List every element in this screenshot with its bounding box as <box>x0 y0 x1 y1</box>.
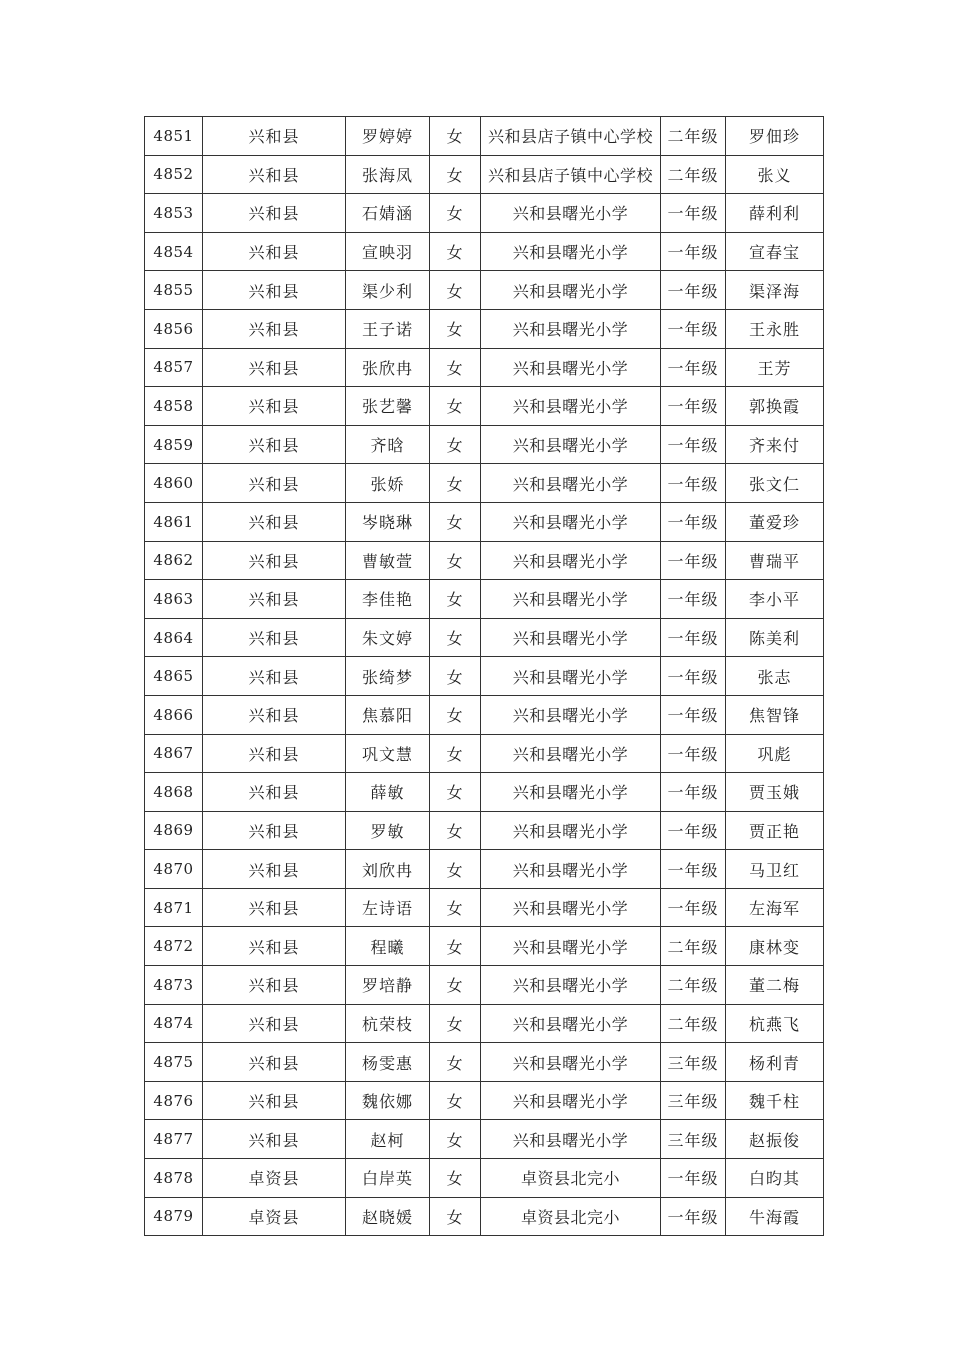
table-row <box>145 155 824 194</box>
cell-grade: 一年级 <box>661 580 726 619</box>
cell-student-name: 巩文慧 <box>346 734 430 773</box>
cell-guardian: 李小平 <box>726 580 824 619</box>
cell-number: 4875 <box>145 1043 203 1082</box>
cell-guardian: 巩彪 <box>726 734 824 773</box>
cell-guardian: 齐来付 <box>726 425 824 464</box>
cell-number: 4855 <box>145 271 203 310</box>
cell-number: 4856 <box>145 309 203 348</box>
cell-guardian: 焦智锋 <box>726 695 824 734</box>
roster-body <box>145 117 824 1236</box>
cell-guardian: 贾玉娥 <box>726 773 824 812</box>
cell-student-name: 左诗语 <box>346 888 430 927</box>
cell-number: 4869 <box>145 811 203 850</box>
table-row <box>145 734 824 773</box>
cell-grade: 一年级 <box>661 811 726 850</box>
cell-school: 兴和县曙光小学 <box>481 657 661 696</box>
cell-grade: 一年级 <box>661 1197 726 1236</box>
cell-gender: 女 <box>430 1043 481 1082</box>
cell-school: 兴和县曙光小学 <box>481 348 661 387</box>
cell-school: 兴和县曙光小学 <box>481 541 661 580</box>
cell-number: 4858 <box>145 387 203 426</box>
cell-county: 兴和县 <box>203 850 346 889</box>
cell-county: 兴和县 <box>203 1081 346 1120</box>
table-row <box>145 1197 824 1236</box>
cell-county: 兴和县 <box>203 1043 346 1082</box>
cell-school: 兴和县曙光小学 <box>481 927 661 966</box>
cell-school: 兴和县曙光小学 <box>481 502 661 541</box>
cell-gender: 女 <box>430 695 481 734</box>
cell-guardian: 杭燕飞 <box>726 1004 824 1043</box>
cell-student-name: 曹敏萱 <box>346 541 430 580</box>
cell-county: 兴和县 <box>203 888 346 927</box>
cell-county: 兴和县 <box>203 541 346 580</box>
cell-gender: 女 <box>430 1120 481 1159</box>
cell-gender: 女 <box>430 1004 481 1043</box>
cell-county: 兴和县 <box>203 271 346 310</box>
table-row <box>145 580 824 619</box>
cell-student-name: 张艺馨 <box>346 387 430 426</box>
cell-guardian: 郭换霞 <box>726 387 824 426</box>
cell-county: 兴和县 <box>203 966 346 1005</box>
cell-grade: 一年级 <box>661 464 726 503</box>
table-row <box>145 888 824 927</box>
cell-grade: 一年级 <box>661 618 726 657</box>
cell-gender: 女 <box>430 271 481 310</box>
cell-school: 兴和县曙光小学 <box>481 387 661 426</box>
roster-table <box>144 116 824 1236</box>
cell-county: 兴和县 <box>203 387 346 426</box>
cell-gender: 女 <box>430 580 481 619</box>
cell-school: 兴和县曙光小学 <box>481 811 661 850</box>
cell-grade: 一年级 <box>661 232 726 271</box>
cell-gender: 女 <box>430 1197 481 1236</box>
cell-school: 兴和县曙光小学 <box>481 194 661 233</box>
cell-student-name: 朱文婷 <box>346 618 430 657</box>
cell-county: 兴和县 <box>203 580 346 619</box>
cell-grade: 一年级 <box>661 657 726 696</box>
table-row <box>145 309 824 348</box>
cell-county: 兴和县 <box>203 155 346 194</box>
cell-gender: 女 <box>430 502 481 541</box>
cell-number: 4851 <box>145 117 203 156</box>
cell-grade: 一年级 <box>661 502 726 541</box>
cell-school: 兴和县店子镇中心学校 <box>481 155 661 194</box>
table-row <box>145 387 824 426</box>
cell-grade: 一年级 <box>661 1159 726 1198</box>
cell-number: 4878 <box>145 1159 203 1198</box>
table-row <box>145 618 824 657</box>
cell-guardian: 牛海霞 <box>726 1197 824 1236</box>
table-row <box>145 1159 824 1198</box>
cell-grade: 一年级 <box>661 734 726 773</box>
cell-school: 兴和县曙光小学 <box>481 464 661 503</box>
cell-school: 兴和县曙光小学 <box>481 271 661 310</box>
cell-grade: 三年级 <box>661 1120 726 1159</box>
cell-student-name: 岑晓琳 <box>346 502 430 541</box>
cell-county: 兴和县 <box>203 425 346 464</box>
cell-student-name: 魏依娜 <box>346 1081 430 1120</box>
cell-grade: 二年级 <box>661 1004 726 1043</box>
table-row <box>145 1043 824 1082</box>
cell-school: 兴和县曙光小学 <box>481 1043 661 1082</box>
cell-student-name: 张海凤 <box>346 155 430 194</box>
cell-school: 兴和县曙光小学 <box>481 309 661 348</box>
cell-number: 4868 <box>145 773 203 812</box>
cell-county: 兴和县 <box>203 695 346 734</box>
cell-gender: 女 <box>430 387 481 426</box>
cell-student-name: 张娇 <box>346 464 430 503</box>
table-row <box>145 1004 824 1043</box>
cell-number: 4871 <box>145 888 203 927</box>
cell-school: 兴和县曙光小学 <box>481 888 661 927</box>
cell-number: 4863 <box>145 580 203 619</box>
cell-gender: 女 <box>430 232 481 271</box>
cell-county: 兴和县 <box>203 502 346 541</box>
cell-grade: 一年级 <box>661 888 726 927</box>
cell-gender: 女 <box>430 888 481 927</box>
table-row <box>145 966 824 1005</box>
cell-number: 4873 <box>145 966 203 1005</box>
cell-student-name: 刘欣冉 <box>346 850 430 889</box>
cell-guardian: 张志 <box>726 657 824 696</box>
cell-county: 兴和县 <box>203 618 346 657</box>
cell-gender: 女 <box>430 348 481 387</box>
cell-county: 兴和县 <box>203 464 346 503</box>
cell-student-name: 赵柯 <box>346 1120 430 1159</box>
table-row <box>145 194 824 233</box>
cell-gender: 女 <box>430 618 481 657</box>
cell-student-name: 罗敏 <box>346 811 430 850</box>
cell-student-name: 赵晓媛 <box>346 1197 430 1236</box>
cell-gender: 女 <box>430 927 481 966</box>
cell-guardian: 左海军 <box>726 888 824 927</box>
table-row <box>145 811 824 850</box>
cell-school: 兴和县曙光小学 <box>481 734 661 773</box>
cell-student-name: 宣映羽 <box>346 232 430 271</box>
table-row <box>145 657 824 696</box>
cell-guardian: 董二梅 <box>726 966 824 1005</box>
cell-gender: 女 <box>430 464 481 503</box>
cell-county: 兴和县 <box>203 232 346 271</box>
cell-county: 兴和县 <box>203 927 346 966</box>
cell-guardian: 薛利利 <box>726 194 824 233</box>
cell-grade: 三年级 <box>661 1081 726 1120</box>
cell-guardian: 马卫红 <box>726 850 824 889</box>
cell-guardian: 张义 <box>726 155 824 194</box>
cell-student-name: 薛敏 <box>346 773 430 812</box>
cell-student-name: 石婧涵 <box>346 194 430 233</box>
cell-number: 4870 <box>145 850 203 889</box>
cell-gender: 女 <box>430 850 481 889</box>
cell-school: 兴和县店子镇中心学校 <box>481 117 661 156</box>
cell-school: 卓资县北完小 <box>481 1159 661 1198</box>
cell-school: 兴和县曙光小学 <box>481 232 661 271</box>
cell-school: 兴和县曙光小学 <box>481 966 661 1005</box>
cell-guardian: 张文仁 <box>726 464 824 503</box>
cell-county: 卓资县 <box>203 1197 346 1236</box>
cell-grade: 一年级 <box>661 387 726 426</box>
cell-grade: 一年级 <box>661 309 726 348</box>
cell-guardian: 陈美利 <box>726 618 824 657</box>
cell-number: 4861 <box>145 502 203 541</box>
cell-grade: 一年级 <box>661 541 726 580</box>
cell-student-name: 李佳艳 <box>346 580 430 619</box>
cell-county: 兴和县 <box>203 348 346 387</box>
cell-guardian: 王永胜 <box>726 309 824 348</box>
table-row <box>145 927 824 966</box>
cell-county: 兴和县 <box>203 309 346 348</box>
cell-number: 4877 <box>145 1120 203 1159</box>
table-row <box>145 271 824 310</box>
cell-gender: 女 <box>430 734 481 773</box>
cell-student-name: 罗婷婷 <box>346 117 430 156</box>
cell-guardian: 宣春宝 <box>726 232 824 271</box>
cell-school: 兴和县曙光小学 <box>481 618 661 657</box>
cell-grade: 一年级 <box>661 695 726 734</box>
cell-guardian: 贾正艳 <box>726 811 824 850</box>
table-row <box>145 502 824 541</box>
cell-gender: 女 <box>430 117 481 156</box>
table-row <box>145 695 824 734</box>
cell-guardian: 康林变 <box>726 927 824 966</box>
cell-number: 4859 <box>145 425 203 464</box>
cell-guardian: 白昀其 <box>726 1159 824 1198</box>
cell-guardian: 杨利青 <box>726 1043 824 1082</box>
cell-school: 兴和县曙光小学 <box>481 773 661 812</box>
cell-grade: 一年级 <box>661 271 726 310</box>
cell-school: 兴和县曙光小学 <box>481 850 661 889</box>
cell-number: 4865 <box>145 657 203 696</box>
cell-student-name: 程曦 <box>346 927 430 966</box>
cell-grade: 一年级 <box>661 194 726 233</box>
cell-gender: 女 <box>430 773 481 812</box>
cell-gender: 女 <box>430 1159 481 1198</box>
cell-grade: 二年级 <box>661 155 726 194</box>
cell-number: 4860 <box>145 464 203 503</box>
cell-gender: 女 <box>430 1081 481 1120</box>
cell-county: 兴和县 <box>203 657 346 696</box>
cell-guardian: 曹瑞平 <box>726 541 824 580</box>
cell-county: 兴和县 <box>203 773 346 812</box>
cell-student-name: 张欣冉 <box>346 348 430 387</box>
table-row <box>145 117 824 156</box>
cell-county: 兴和县 <box>203 117 346 156</box>
table-row <box>145 1081 824 1120</box>
table-row <box>145 348 824 387</box>
cell-student-name: 王子诺 <box>346 309 430 348</box>
cell-number: 4854 <box>145 232 203 271</box>
cell-number: 4864 <box>145 618 203 657</box>
cell-gender: 女 <box>430 425 481 464</box>
cell-grade: 二年级 <box>661 927 726 966</box>
cell-student-name: 张绮梦 <box>346 657 430 696</box>
cell-county: 卓资县 <box>203 1159 346 1198</box>
cell-number: 4872 <box>145 927 203 966</box>
table-row <box>145 232 824 271</box>
table-row <box>145 1120 824 1159</box>
cell-number: 4862 <box>145 541 203 580</box>
table-row <box>145 773 824 812</box>
cell-gender: 女 <box>430 657 481 696</box>
cell-school: 兴和县曙光小学 <box>481 695 661 734</box>
table-row <box>145 541 824 580</box>
cell-number: 4852 <box>145 155 203 194</box>
cell-grade: 二年级 <box>661 966 726 1005</box>
cell-number: 4874 <box>145 1004 203 1043</box>
cell-grade: 二年级 <box>661 117 726 156</box>
cell-student-name: 渠少利 <box>346 271 430 310</box>
cell-county: 兴和县 <box>203 734 346 773</box>
cell-guardian: 董爱珍 <box>726 502 824 541</box>
cell-guardian: 罗佃珍 <box>726 117 824 156</box>
cell-county: 兴和县 <box>203 194 346 233</box>
cell-gender: 女 <box>430 194 481 233</box>
cell-grade: 一年级 <box>661 773 726 812</box>
table-row <box>145 464 824 503</box>
cell-gender: 女 <box>430 966 481 1005</box>
cell-gender: 女 <box>430 309 481 348</box>
cell-student-name: 杭荣枝 <box>346 1004 430 1043</box>
cell-student-name: 杨雯惠 <box>346 1043 430 1082</box>
cell-guardian: 王芳 <box>726 348 824 387</box>
cell-grade: 一年级 <box>661 425 726 464</box>
cell-grade: 三年级 <box>661 1043 726 1082</box>
cell-school: 兴和县曙光小学 <box>481 1081 661 1120</box>
cell-gender: 女 <box>430 811 481 850</box>
cell-number: 4876 <box>145 1081 203 1120</box>
cell-county: 兴和县 <box>203 1120 346 1159</box>
cell-school: 兴和县曙光小学 <box>481 425 661 464</box>
cell-student-name: 齐晗 <box>346 425 430 464</box>
table-row <box>145 850 824 889</box>
cell-gender: 女 <box>430 541 481 580</box>
cell-number: 4867 <box>145 734 203 773</box>
cell-school: 兴和县曙光小学 <box>481 1120 661 1159</box>
cell-gender: 女 <box>430 155 481 194</box>
cell-number: 4866 <box>145 695 203 734</box>
cell-student-name: 白岸英 <box>346 1159 430 1198</box>
cell-school: 兴和县曙光小学 <box>481 1004 661 1043</box>
cell-grade: 一年级 <box>661 348 726 387</box>
cell-number: 4853 <box>145 194 203 233</box>
cell-student-name: 罗培静 <box>346 966 430 1005</box>
cell-grade: 一年级 <box>661 850 726 889</box>
cell-school: 卓资县北完小 <box>481 1197 661 1236</box>
cell-school: 兴和县曙光小学 <box>481 580 661 619</box>
table-row <box>145 425 824 464</box>
cell-guardian: 赵振俊 <box>726 1120 824 1159</box>
cell-guardian: 渠泽海 <box>726 271 824 310</box>
cell-county: 兴和县 <box>203 1004 346 1043</box>
cell-county: 兴和县 <box>203 811 346 850</box>
cell-student-name: 焦慕阳 <box>346 695 430 734</box>
cell-number: 4879 <box>145 1197 203 1236</box>
cell-guardian: 魏千柱 <box>726 1081 824 1120</box>
cell-number: 4857 <box>145 348 203 387</box>
